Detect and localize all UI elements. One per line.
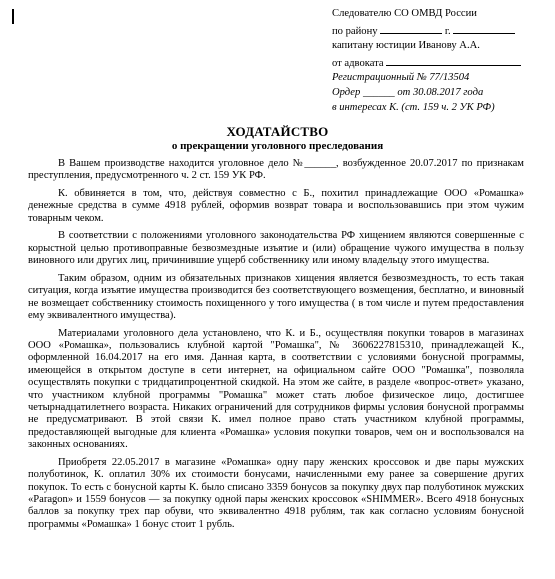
paragraph-case: В Вашем производстве находится уголовное дело №______, возбужденное 20.07.2017 по признакам преступления, предусмотренного ч. 2 ст. 159 УК РФ. [28, 158, 524, 182]
document-subtitle: о прекращении уголовного преследования [171, 140, 384, 152]
paragraph-evidence: Материалами уголовного дела установлено, что К. и Б., осуществляя покупки товаров в магазинах ООО «Ромашка», пользовались клубной картой "Ромашка", № 3606227815310, принадлежащей К., оформленной 16.04.2017 на его имя. Данная карта, в соответствии с условиями бонусной программы, имеющейся в открытом доступе в сети интернет, на официальном сайте ООО "Ромашка", позволяла осуществлять покупки с тридцатипроцентной скидкой. На этом же сайте, в разделе «вопрос-ответ» указано, что участником клубной программы "Ромашка" может стать любое физическое лицо, достигшее четырнадцатилетнего возраста. Никаких ограничений для сотрудников фирмы условия бонусной программы не предусматривают. В этой связи К. имел полное право стать участником клубной программы, предоставляющей выгодные для клиента «Ромашка» условия покупки товаров, чем он и воспользовался на законных основаниях. [28, 327, 524, 451]
text-cursor [12, 9, 14, 24]
header-line-registration [332, 71, 537, 86]
header-line-client [332, 101, 537, 116]
header-district-prefix: по району [332, 25, 378, 37]
registration-number: Регистрационный № 77/13504 [332, 72, 470, 84]
header-line-captain: капитану юстиции Иванову А.А. [332, 40, 480, 52]
paragraph-gratuitousness: Таким образом, одним из обязательных признаков хищения является безвозмездность, то есть такая ситуация, когда изъятие имущества производится без соответствующего возмещения, бесплатно, и виновный не возмещает собственнику стоимость похищенного у того имущества ( в том числе и путем предоставления ему эквивалентного имущества). [28, 272, 524, 322]
district-blank [380, 22, 442, 34]
header-lawyer-prefix: от адвоката [332, 57, 384, 69]
header-city-prefix: г. [444, 25, 451, 37]
client-text: в интересах К. (ст. 159 ч. 2 УК РФ) [332, 101, 495, 113]
document-body [28, 158, 524, 536]
paragraph-purchase: Приобретя 22.05.2017 в магазине «Ромашка» одну пару женских кроссовок и две пары мужских полуботинок, К. оплатил 30% их стоимости бонусами, начисленными ему ранее за совершение других покупок. То есть с бонусной карты К. было списано 3359 бонусов за покупку двух пар полуботинок мужских «Paragon» и 1559 бонусов — за покупку одной пары женских кроссовок «SHIMMER». Всего 4918 бонусных баллов за покупку трех пар обуви, что эквивалентно 4918 рублям, так как согласно условиям бонусной программы «Ромашка» 1 бонус стоит 1 рубль. [28, 456, 524, 530]
header-line-district [332, 22, 537, 40]
header-line-lawyer [332, 54, 537, 72]
header-line-order [332, 86, 537, 101]
paragraph-law: В соответствии с положениями уголовного законодательства РФ хищением являются совершенные с корыстной целью противоправные безвозмездные изъятие и (или) обращение чужого имущества в пользу виновного или других лиц, причинившие ущерб собственнику или иному владельцу этого имущества. [28, 230, 524, 267]
lawyer-blank [386, 54, 521, 66]
header-line-investigator: Следователю СО ОМВД России [332, 8, 477, 19]
order-text: Ордер ______ от 30.08.2017 года [332, 86, 484, 98]
paragraph-accusation: К. обвиняется в том, что, действуя совместно с Б., похитил принадлежащие ООО «Ромашка» денежные средства в сумме 4918 рублей, оформив возврат товара и воспользовавшись при этом чужим товарным чеком. [28, 188, 524, 224]
addressee-block [332, 7, 537, 115]
document-title: ХОДАТАЙСТВО [226, 124, 329, 139]
city-blank [453, 22, 515, 34]
